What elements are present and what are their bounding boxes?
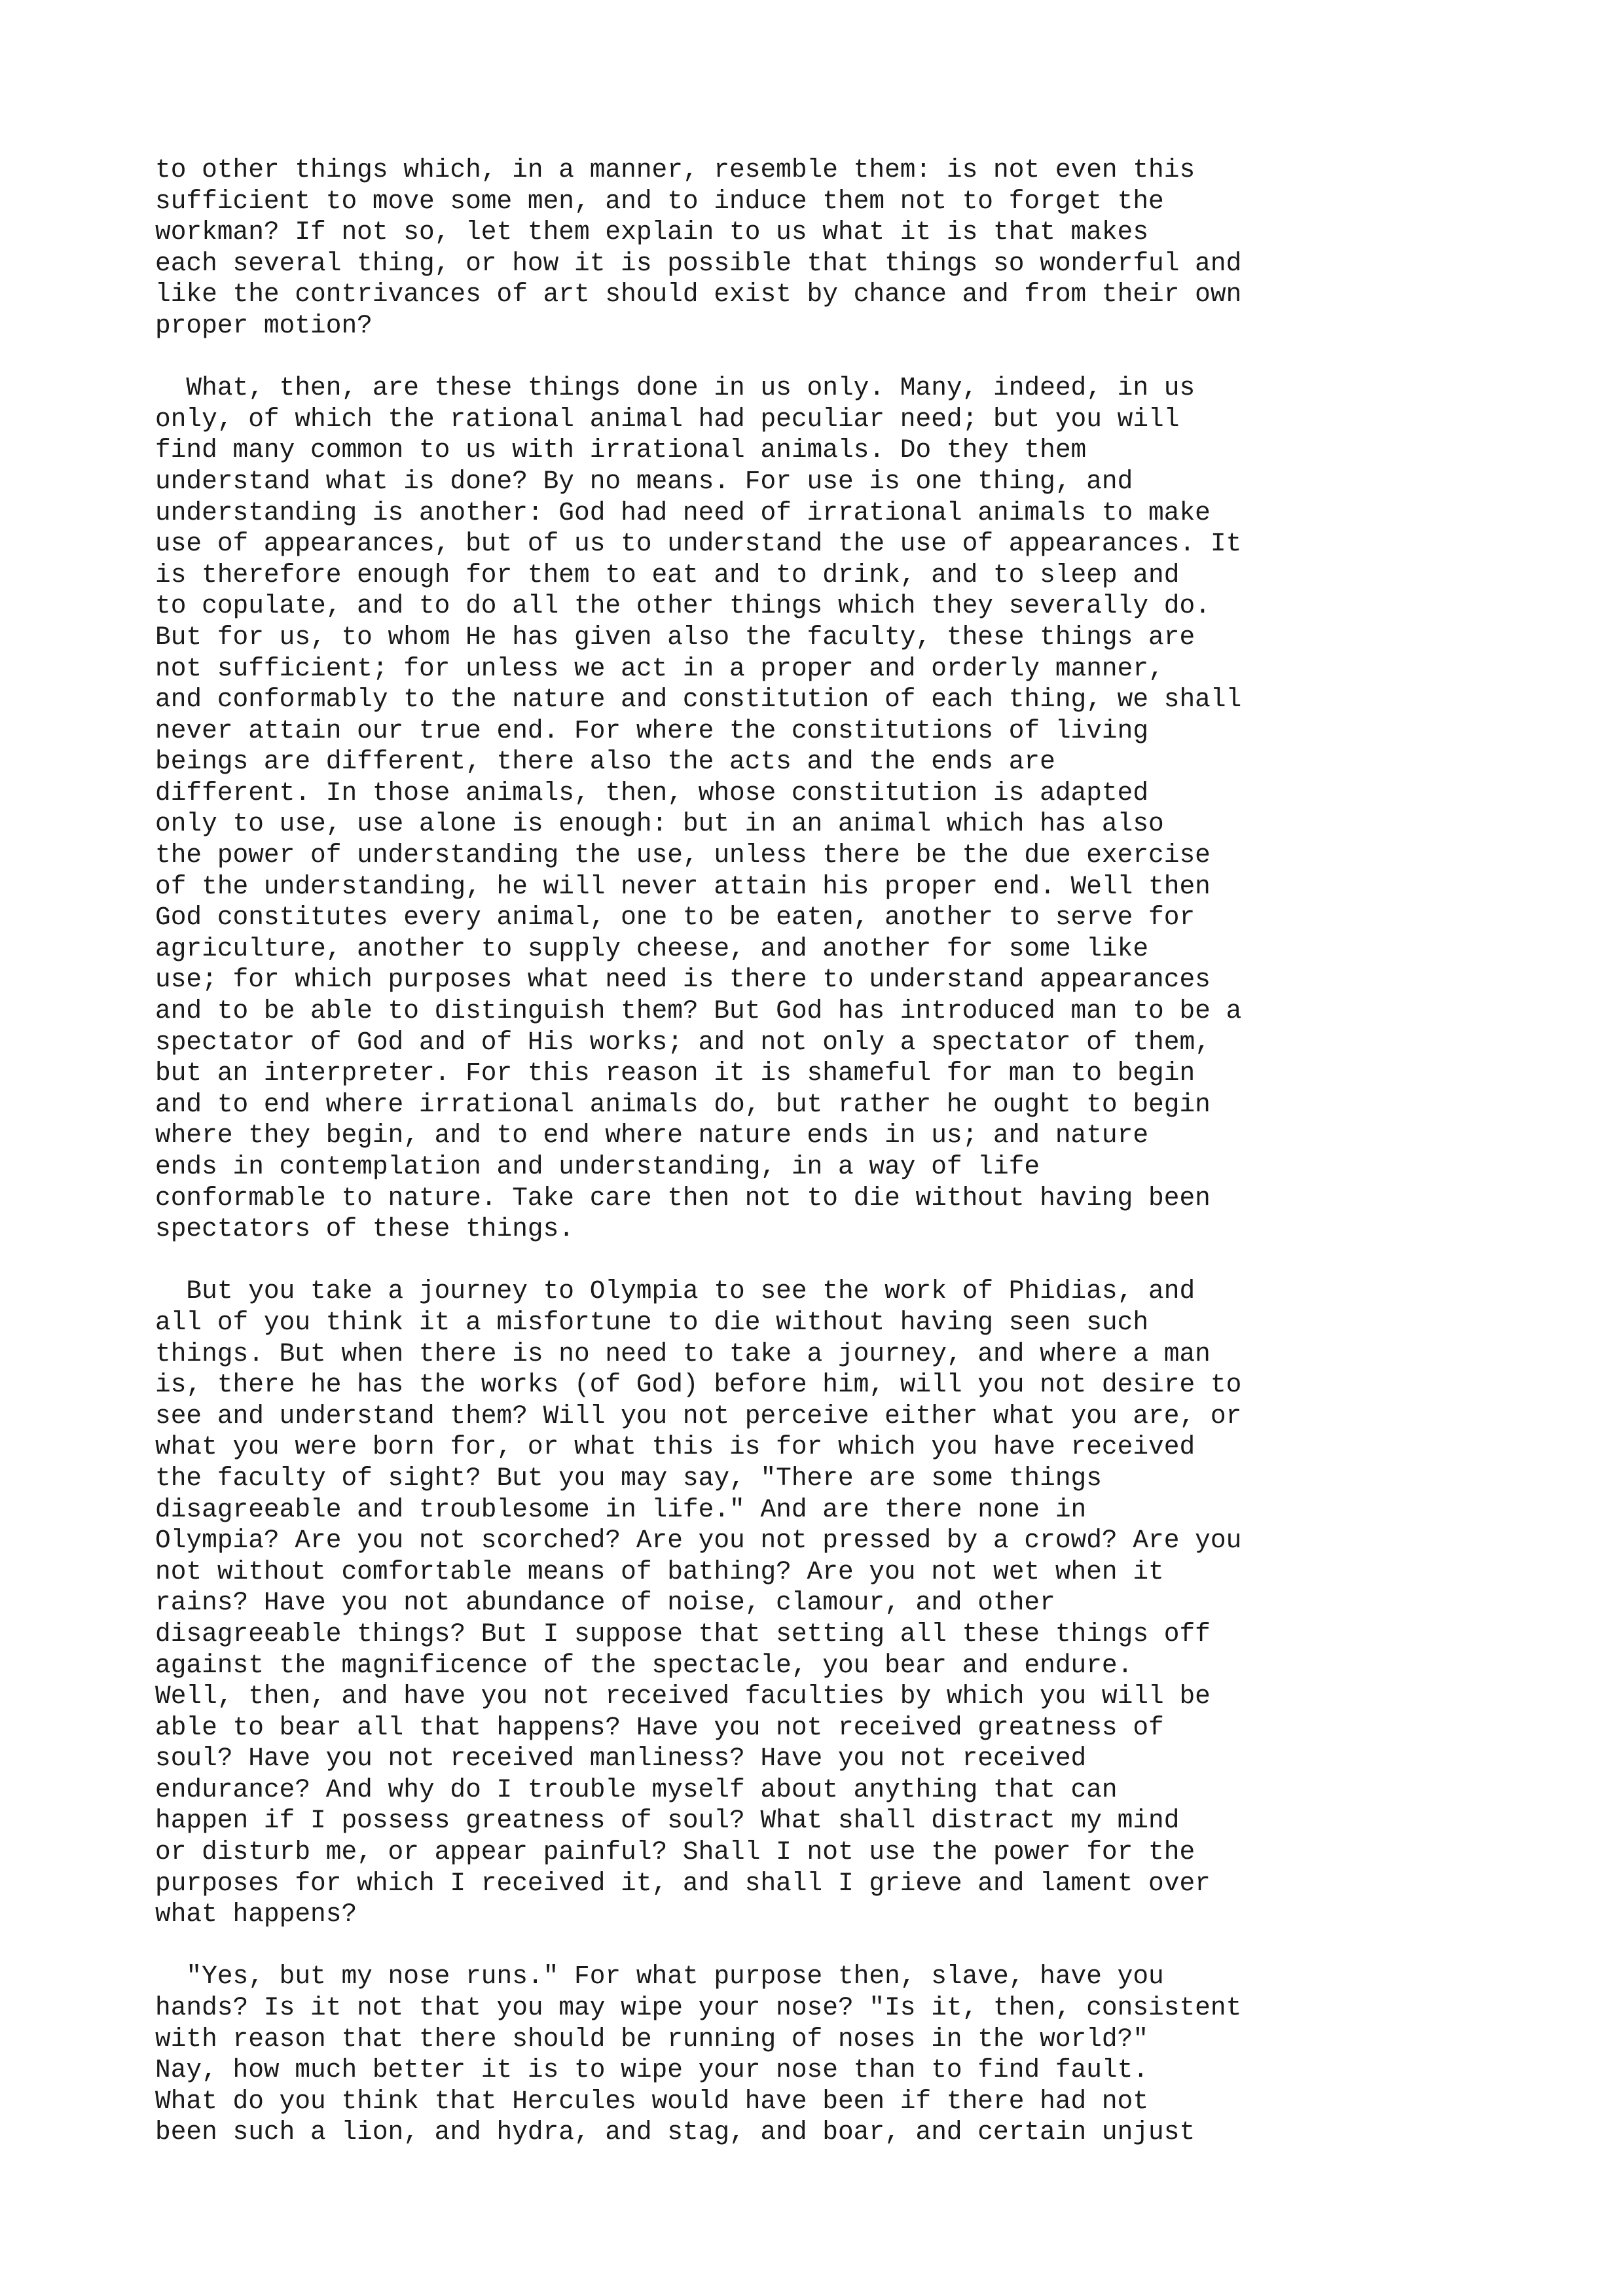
text-line: what you were born for, or what this is for which you have received: [155, 1432, 1195, 1462]
text-line: purposes for which I received it, and shall I grieve and lament over: [155, 1868, 1211, 1898]
text-line: or disturb me, or appear painful? Shall I not use the power for the: [155, 1837, 1195, 1867]
text-line: But you take a journey to Olympia to see the work of Phidias, and: [155, 1276, 1195, 1306]
text-line: use of appearances, but of us to understand the use of appearances. It: [155, 529, 1242, 559]
text-line: not without comfortable means of bathing? Are you not wet when it: [155, 1556, 1164, 1587]
text-line: where they begin, and to end where nature ends in us; and nature: [155, 1121, 1149, 1151]
paragraph-break: [155, 342, 1530, 373]
text-line: But for us, to whom He has given also the faculty, these things are: [155, 622, 1195, 652]
text-line: been such a lion, and hydra, and stag, and boar, and certain unjust: [155, 2117, 1195, 2147]
text-line: Well, then, and have you not received faculties by which you will be: [155, 1681, 1211, 1712]
text-line: able to bear all that happens? Have you not received greatness of: [155, 1712, 1164, 1742]
text-line: rains? Have you not abundance of noise, clamour, and other: [155, 1588, 1055, 1618]
text-line: not sufficient; for unless we act in a proper and orderly manner,: [155, 653, 1164, 683]
text-line: against the magnificence of the spectacle, you bear and endure.: [155, 1650, 1133, 1680]
text-line: Olympia? Are you not scorched? Are you not pressed by a crowd? Are you: [155, 1526, 1242, 1556]
paragraph-break: [155, 1245, 1530, 1276]
text-line: all of you think it a misfortune to die without having seen such: [155, 1307, 1149, 1337]
text-line: to other things which, in a manner, resemble them: is not even this: [155, 155, 1195, 185]
text-line: but an interpreter. For this reason it is shameful for man to begin: [155, 1058, 1195, 1088]
text-line: proper motion?: [155, 310, 373, 340]
text-line: conformable to nature. Take care then not to die without having been: [155, 1183, 1211, 1213]
text-line: endurance? And why do I trouble myself about anything that can: [155, 1774, 1118, 1804]
text-line: beings are different, there also the acts and the ends are: [155, 747, 1055, 777]
text-line: ends in contemplation and understanding, in a way of life: [155, 1152, 1040, 1181]
text-line: spectators of these things.: [155, 1214, 575, 1244]
text-line: understanding is another: God had need of irrational animals to make: [155, 497, 1211, 528]
text-line: is therefore enough for them to eat and to drink, and to sleep and: [155, 560, 1180, 590]
text-line: find many common to us with irrational animals. Do they them: [155, 435, 1087, 465]
text-line: things. But when there is no need to take a journey, and where a man: [155, 1338, 1211, 1369]
text-line: What do you think that Hercules would have been if there had not: [155, 2086, 1149, 2116]
text-line: is, there he has the works (of God) before him, will you not desire to: [155, 1370, 1242, 1400]
text-line: sufficient to move some men, and to induce them not to forget the: [155, 186, 1164, 216]
body-text: [155, 154, 1530, 2148]
text-line: each several thing, or how it is possible that things so wonderful and: [155, 248, 1242, 278]
text-line: only to use, use alone is enough: but in an animal which has also: [155, 809, 1164, 839]
text-line: only, of which the rational animal had peculiar need; but you will: [155, 404, 1180, 434]
text-line: with reason that there should be running of noses in the world?": [155, 2024, 1149, 2054]
paragraph-break: [155, 1930, 1530, 1962]
text-line: the power of understanding the use, unless there be the due exercise: [155, 840, 1211, 870]
text-line: happen if I possess greatness of soul? What shall distract my mind: [155, 1806, 1180, 1836]
text-line: "Yes, but my nose runs." For what purpose then, slave, have you: [155, 1962, 1164, 1992]
text-line: and to end where irrational animals do, but rather he ought to begin: [155, 1089, 1211, 1119]
text-line: use; for which purposes what need is there to understand appearances: [155, 965, 1211, 995]
text-line: and to be able to distinguish them? But God has introduced man to be a: [155, 996, 1242, 1026]
text-line: of the understanding, he will never attain his proper end. Well then: [155, 871, 1211, 901]
text-line: disagreeable things? But I suppose that setting all these things off: [155, 1619, 1211, 1649]
text-line: what happens?: [155, 1899, 357, 1929]
text-line: soul? Have you not received manliness? Have you not received: [155, 1744, 1087, 1774]
text-line: spectator of God and of His works; and not only a spectator of them,: [155, 1027, 1211, 1057]
text-line: different. In those animals, then, whose constitution is adapted: [155, 778, 1149, 808]
text-line: see and understand them? Will you not perceive either what you are, or: [155, 1401, 1242, 1431]
text-line: and conformably to the nature and constitution of each thing, we shall: [155, 685, 1242, 715]
text-line: God constitutes every animal, one to be eaten, another to serve for: [155, 903, 1195, 933]
text-line: understand what is done? By no means. For use is one thing, and: [155, 466, 1133, 496]
text-line: disagreeable and troublesome in life." And are there none in: [155, 1494, 1087, 1524]
text-line: workman? If not so, let them explain to us what it is that makes: [155, 217, 1149, 247]
text-line: What, then, are these things done in us only. Many, indeed, in us: [155, 373, 1195, 403]
text-line: agriculture, another to supply cheese, and another for some like: [155, 933, 1149, 963]
text-line: to copulate, and to do all the other things which they severally do.: [155, 591, 1211, 621]
text-line: never attain our true end. For where the constitutions of living: [155, 715, 1149, 745]
text-line: hands? Is it not that you may wipe your nose? "Is it, then, consistent: [155, 1993, 1242, 2023]
text-line: Nay, how much better it is to wipe your nose than to find fault.: [155, 2055, 1149, 2085]
text-line: the faculty of sight? But you may say, "There are some things: [155, 1463, 1102, 1493]
text-line: like the contrivances of art should exist by chance and from their own: [155, 279, 1242, 310]
